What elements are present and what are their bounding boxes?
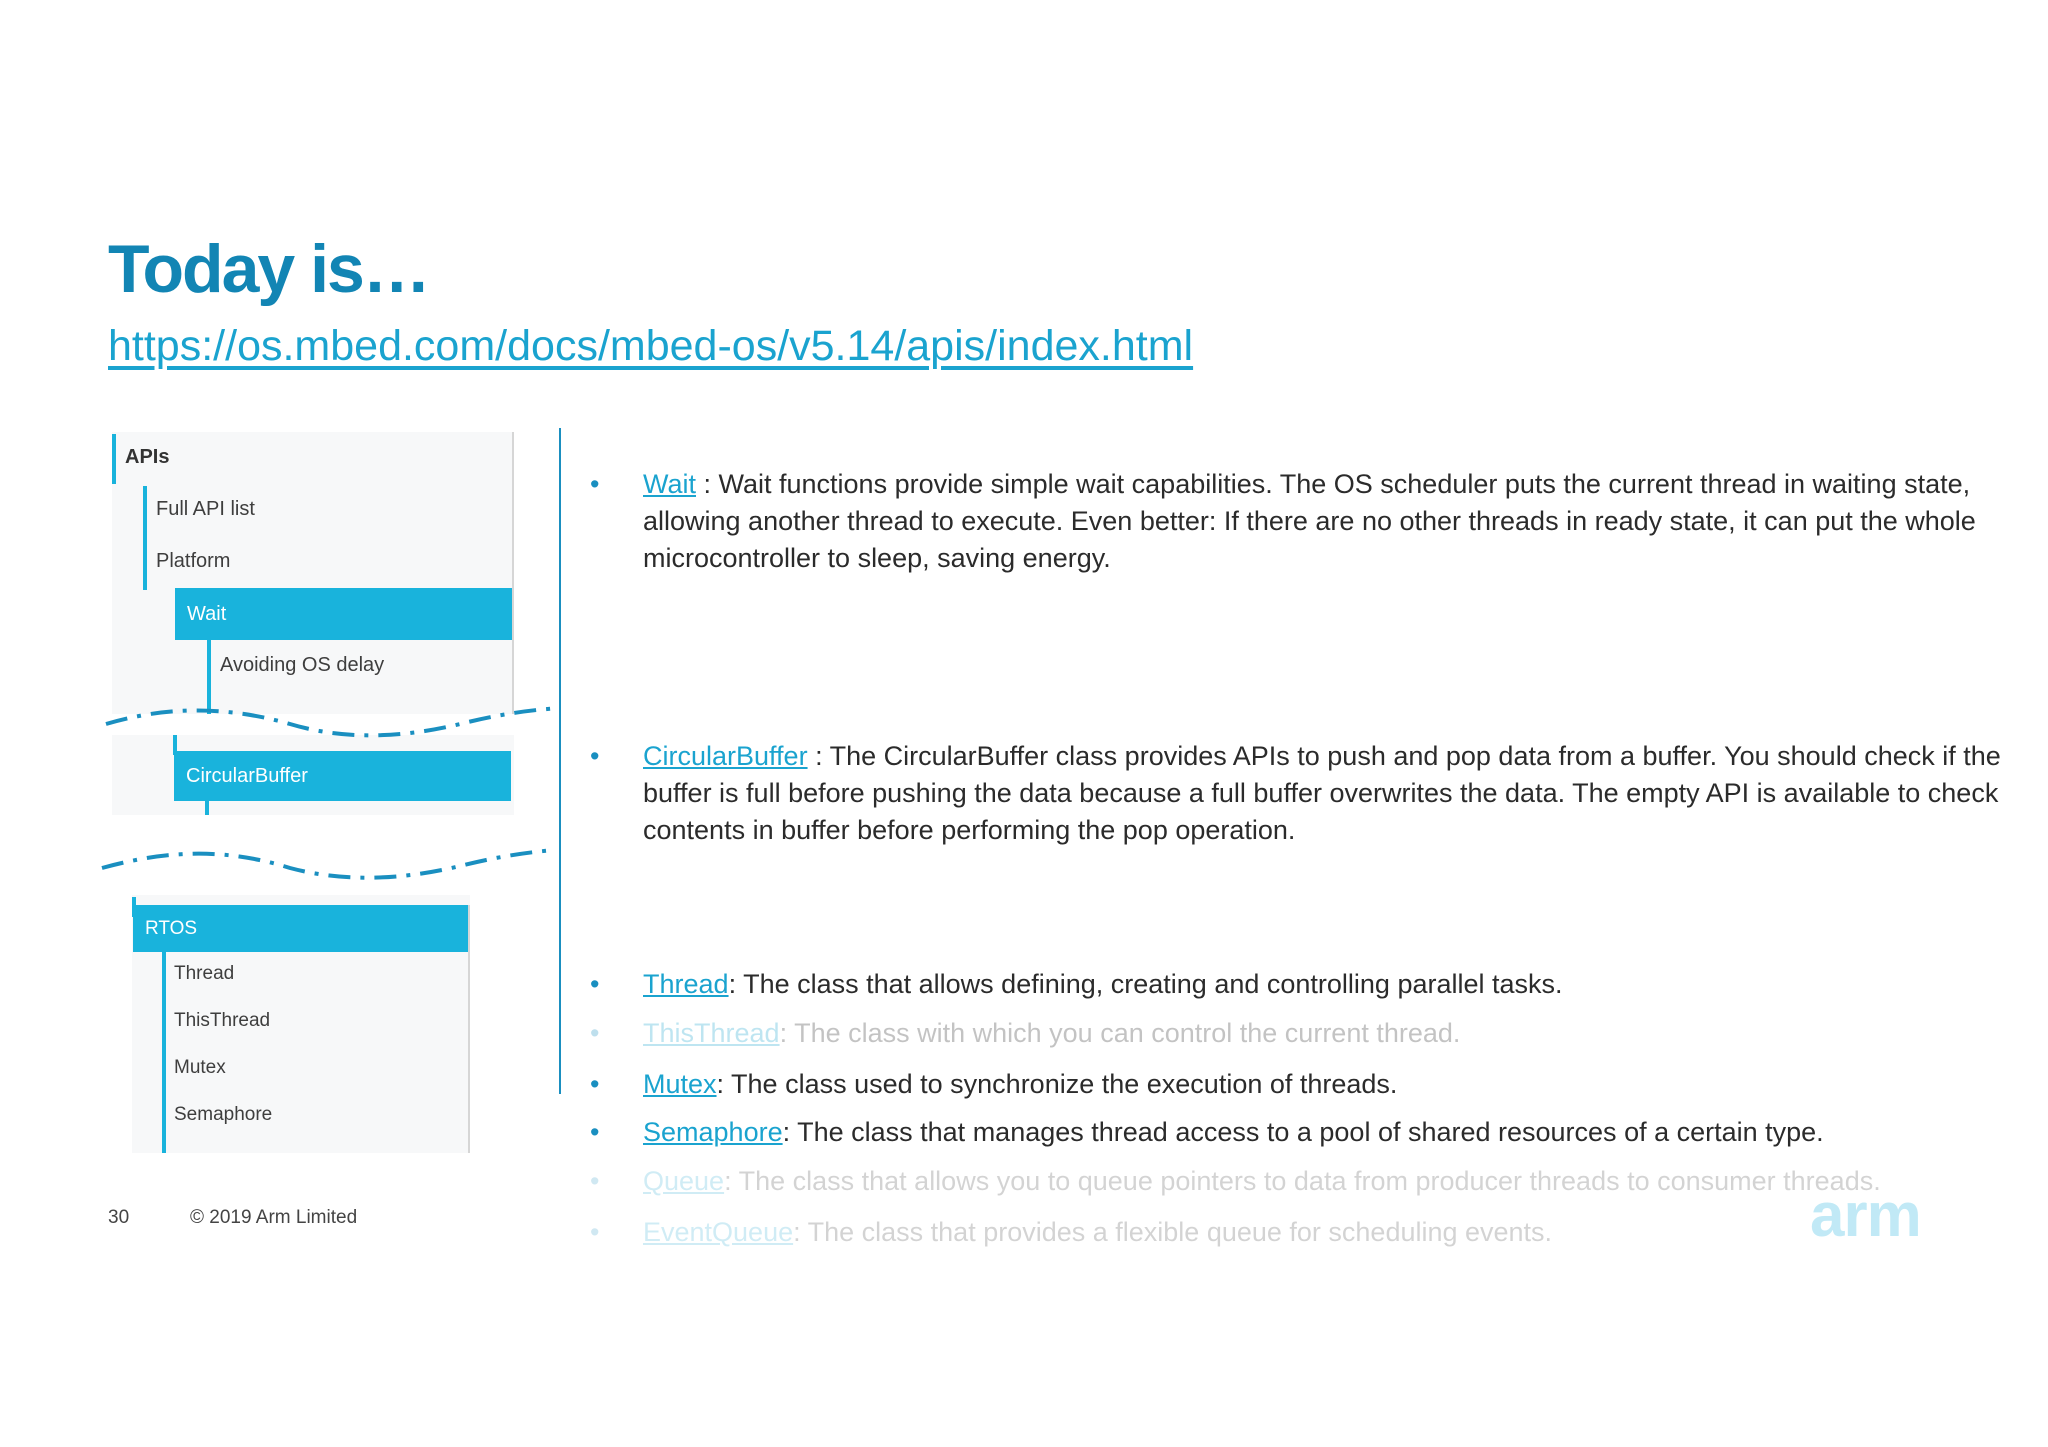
docs-url-link[interactable]: https://os.mbed.com/docs/mbed-os/v5.14/apis/index.html bbox=[108, 322, 1194, 370]
nav-item-thisthread[interactable]: ThisThread bbox=[174, 1010, 271, 1031]
nav-item-avoiding-os-delay[interactable]: Avoiding OS delay bbox=[220, 654, 385, 676]
arm-logo: arm bbox=[1810, 1181, 1921, 1250]
bullet-dot: • bbox=[590, 1166, 600, 1196]
thread-link[interactable]: Thread bbox=[643, 969, 729, 999]
semaphore-description: : The class that manages thread access to a pool of shared resources of a certain type. bbox=[782, 1117, 1824, 1147]
bullet-dot: • bbox=[590, 1018, 600, 1048]
nav-item-apis[interactable]: APIs bbox=[125, 446, 170, 468]
mutex-link[interactable]: Mutex bbox=[643, 1069, 717, 1099]
circularbuffer-description: : The CircularBuffer class provides APIs to push and pop data from a buffer. You should check if the buffer is full before pushing the data because a full buffer overwrites the data. The empty API is available to check contents in buffer before performing the pop operation. bbox=[643, 741, 2001, 845]
bullet-dot: • bbox=[590, 1217, 600, 1247]
nav-bottom-rule bbox=[468, 905, 470, 1153]
bullet-dot: • bbox=[590, 969, 600, 999]
rtos-indicator bbox=[162, 952, 166, 1153]
semaphore-link[interactable]: Semaphore bbox=[643, 1117, 783, 1147]
wait-description: : Wait functions provide simple wait capabilities. The OS scheduler puts the current thread in waiting state, allowing another thread to execute. Even better: If there are no other threads in ready state, it can put the whole microcontroller to sleep, saving energy. bbox=[643, 469, 1976, 573]
slide-title: Today is… bbox=[108, 231, 429, 307]
thread-description: : The class that allows defining, creating and controlling parallel tasks. bbox=[728, 969, 1563, 999]
thisthread-description: : The class with which you can control the current thread. bbox=[779, 1018, 1461, 1048]
mutex-description: : The class used to synchronize the execution of threads. bbox=[716, 1069, 1398, 1099]
bullet-dot: • bbox=[590, 469, 600, 499]
thisthread-link[interactable]: ThisThread bbox=[643, 1018, 780, 1048]
nav-item-thread[interactable]: Thread bbox=[174, 963, 235, 984]
queue-description: : The class that allows you to queue pointers to data from producer threads to consumer threads. bbox=[724, 1166, 1881, 1196]
nav-item-wait[interactable]: Wait bbox=[175, 588, 512, 640]
circularbuffer-link[interactable]: CircularBuffer bbox=[643, 741, 808, 771]
bullet-dot: • bbox=[590, 741, 600, 771]
eventqueue-link[interactable]: EventQueue bbox=[643, 1217, 794, 1247]
bullet-dot: • bbox=[590, 1069, 600, 1099]
page-number: 30 bbox=[108, 1207, 130, 1228]
wait-link[interactable]: Wait bbox=[643, 469, 696, 499]
nav-item-rtos[interactable]: RTOS bbox=[133, 905, 468, 952]
nav-item-mutex[interactable]: Mutex bbox=[174, 1057, 226, 1078]
nav-item-platform[interactable]: Platform bbox=[156, 550, 231, 572]
break-lines bbox=[100, 700, 565, 900]
eventqueue-description: : The class that provides a flexible queue for scheduling events. bbox=[793, 1217, 1553, 1247]
queue-link[interactable]: Queue bbox=[643, 1166, 725, 1196]
bullet-dot: • bbox=[590, 1117, 600, 1147]
apis-indicator bbox=[112, 434, 116, 484]
vertical-divider bbox=[559, 428, 561, 1094]
nav-item-circularbuffer[interactable]: CircularBuffer bbox=[174, 751, 511, 801]
nav-item-semaphore[interactable]: Semaphore bbox=[174, 1104, 273, 1125]
nav-right-rule bbox=[512, 432, 514, 714]
copyright: © 2019 Arm Limited bbox=[190, 1207, 358, 1228]
nav-item-full-api-list[interactable]: Full API list bbox=[156, 498, 255, 520]
platform-indicator bbox=[143, 486, 147, 590]
